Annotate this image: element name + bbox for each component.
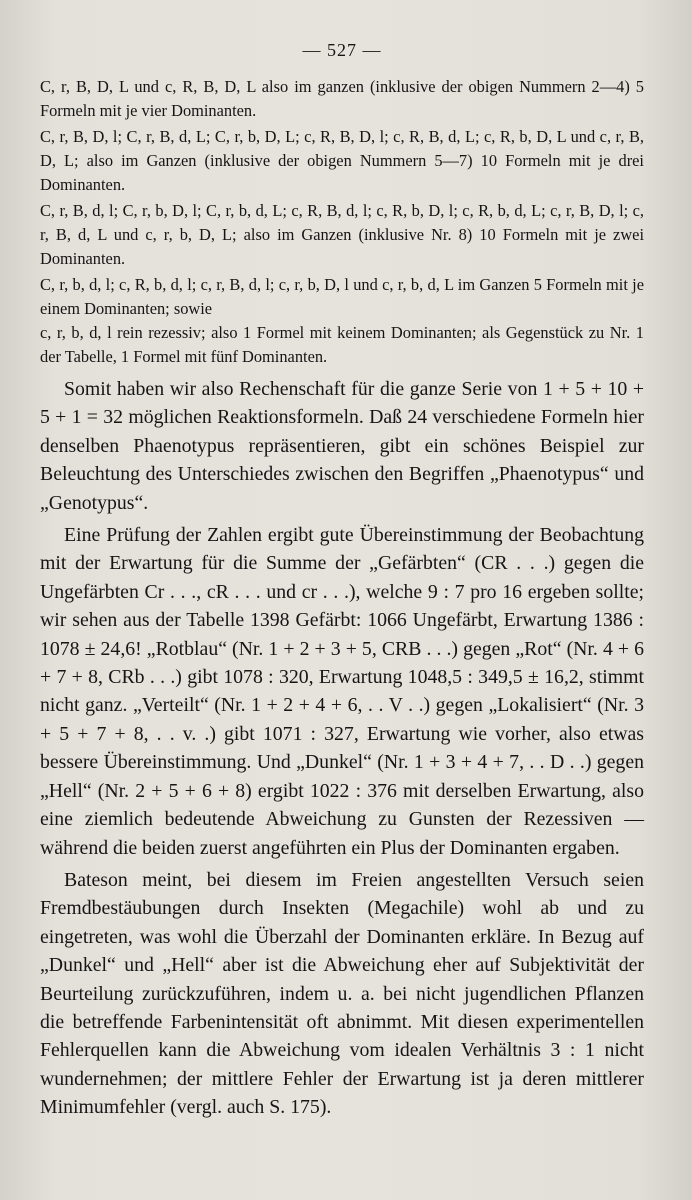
main-text [40, 375, 644, 1122]
formula-list [40, 75, 644, 369]
formula-paragraph-0-dominants: c, r, b, d, l rein rezessiv; also 1 Formel mit keinem Dominanten; als Gegenstück zu Nr. 1 der Tabelle, 1 Formel mit fünf Dominanten. [40, 323, 644, 366]
formula-paragraph-4-dominants: C, r, B, D, L und c, R, B, D, L also im ganzen (inklusive der obigen Nummern 2—4) 5 Formeln mit je vier Dominanten. [40, 77, 644, 120]
paragraph-bateson: Bateson meint, bei diesem im Freien angestellten Versuch seien Fremdbestäubungen durch Insekten (Megachile) wohl ab und zu eingetreten, was wohl die Überzahl der Dominanten erkläre. In Bezug auf „Dunkel“ und „Hell“ aber ist die Abweichung eher auf Subjektivität der Beurteilung zurückzuführen, indem u. a. bei nicht jugendlichen Pflanzen die betreffende Farbenintensität oft abnimmt. Mit diesen experimentellen Fehlerquellen kann die Abweichung vom idealen Verhältnis 3 : 1 nicht wundernehmen; der mittlere Fehler der Erwartung ist ja deren mittlerer Minimumfehler (vergl. auch S. 175). [40, 868, 644, 1119]
paragraph-rechenschaft: Somit haben wir also Rechenschaft für die ganze Serie von 1 + 5 + 10 + 5 + 1 = 32 möglichen Reaktionsformeln. Daß 24 verschiedene Formeln hier denselben Phaenotypus repräsentieren, gibt ein schönes Beispiel zur Beleuchtung des Unterschiedes zwischen den Begriffen „Phaenotypus“ und „Genotypus“. [40, 378, 644, 514]
formula-paragraph-1-dominant: C, r, b, d, l; c, R, b, d, l; c, r, B, d, l; c, r, b, D, l und c, r, b, d, L im Ganzen 5 Formeln mit je einem Dominanten; sowie [40, 275, 644, 318]
formula-paragraph-3-dominants: C, r, B, D, l; C, r, B, d, L; C, r, b, D, L; c, R, B, D, l; c, R, B, d, L; c, R, b, D, L und c, r, B, D, L; also im Ganzen (inklusive der obigen Nummern 5—7) 10 Formeln mit je drei Dominanten. [40, 127, 644, 194]
page-number: — 527 — [302, 40, 382, 60]
paragraph-pruefung: Eine Prüfung der Zahlen ergibt gute Übereinstimmung der Beobachtung mit der Erwartung für die Summe der „Gefärbten“ (CR . . .) gegen die Ungefärbten Cr . . ., cR . . . und cr . . .), welche 9 : 7 pro 16 ergeben sollte; wir sehen aus der Tabelle 1398 Gefärbt: 1066 Ungefärbt, Erwartung 1386 : 1078 ± 24,6! „Rotblau“ (Nr. 1 + 2 + 3 + 5, CRB . . .) gegen „Rot“ (Nr. 4 + 6 + 7 + 8, CRb . . .) gibt 1078 : 320, Erwartung 1048,5 : 349,5 ± 16,2, stimmt nicht ganz. „Verteilt“ (Nr. 1 + 2 + 4 + 6, . . V . .) gegen „Lokalisiert“ (Nr. 3 + 5 + 7 + 8, . . v. .) gibt 1071 : 327, Erwartung wie vorher, also etwas bessere Übereinstimmung. Und „Dunkel“ (Nr. 1 + 3 + 4 + 7, . . D . .) gegen „Hell“ (Nr. 2 + 5 + 6 + 8) ergibt 1022 : 376 mit derselben Erwartung, also eine ziemlich bedeutende Abweichung zu Gunsten der Rezessiven — während die beiden zuerst angeführten ein Plus der Dominanten ergaben. [40, 524, 644, 859]
formula-paragraph-2-dominants: C, r, B, d, l; C, r, b, D, l; C, r, b, d, L; c, R, B, d, l; c, R, b, D, l; c, R, b, d, L; c, r, B, D, l; c, r, B, d, L und c, r, b, D, L; also im Ganzen (inklusive Nr. 8) 10 Formeln mit je zwei Dominanten. [40, 201, 644, 268]
